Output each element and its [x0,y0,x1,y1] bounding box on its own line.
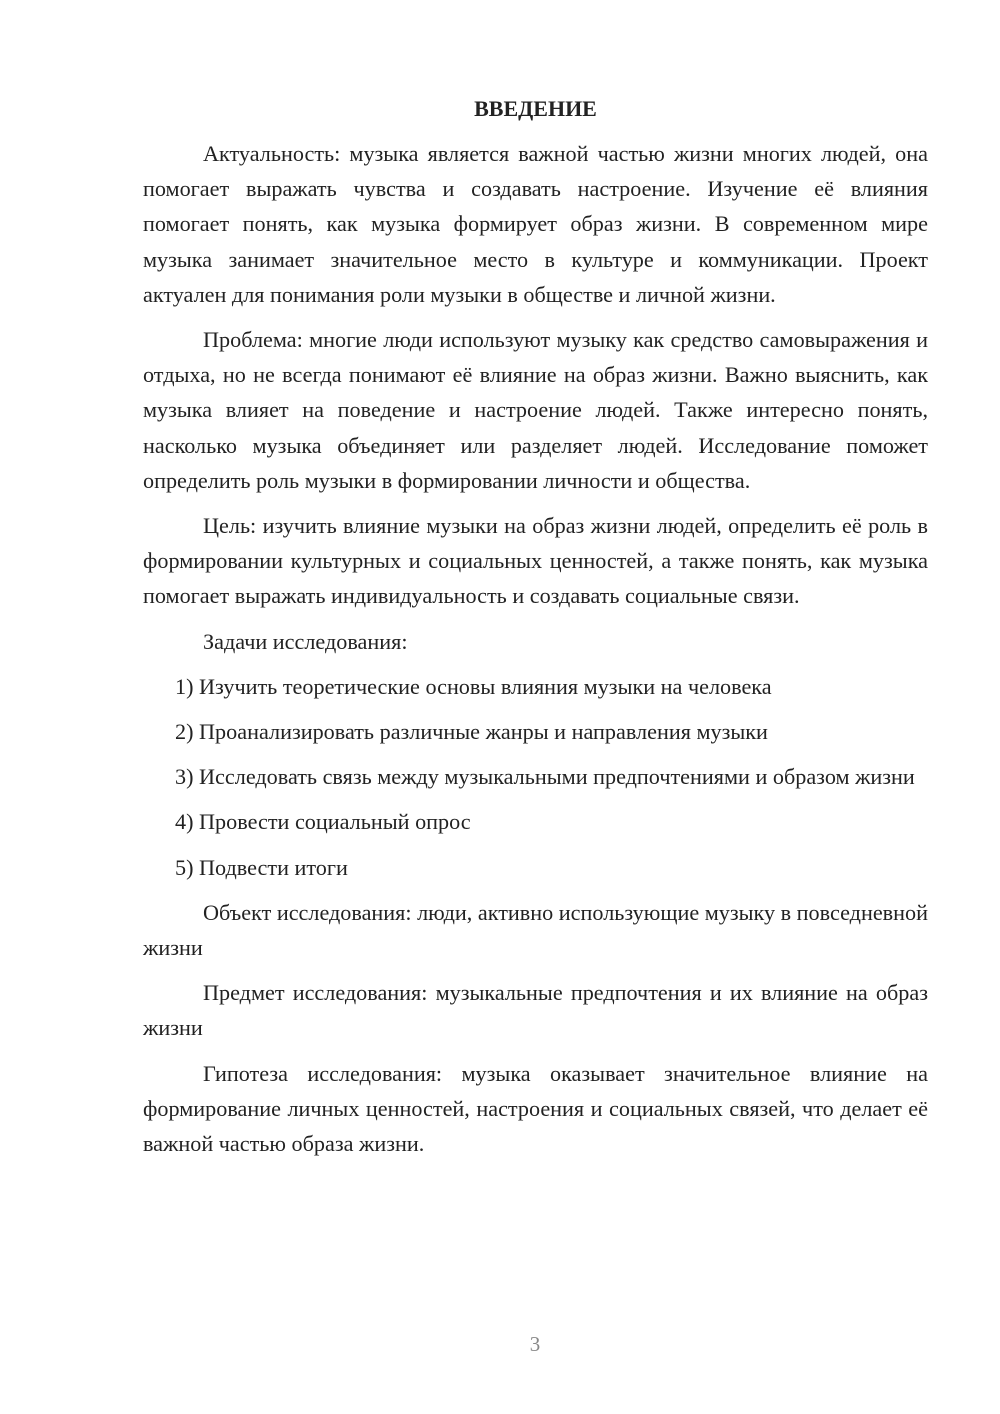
document-page [143,94,928,1171]
task-item-4: 4) Провести социальный опрос [175,809,471,835]
paragraph-relevance: Актуальность: музыка является важной частью жизни многих людей, она помогает выражать чувства и создавать настроение. Изучение её влияния помогает понять, как музыка формирует образ жизни. В современном мире музыка занимает значительное место в культуре и коммуникации. Проект актуален для понимания роли музыки в обществе и личной жизни. [143,141,928,307]
tasks-heading: Задачи исследования: [203,628,408,654]
paragraph-subject: Предмет исследования: музыкальные предпочтения и их влияние на образ жизни [143,980,928,1041]
section-title: ВВЕДЕНИЕ [474,96,597,121]
task-item-3: 3) Исследовать связь между музыкальными предпочтениями и образом жизни [175,764,915,790]
paragraph-object: Объект исследования: люди, активно использующие музыку в повседневной жизни [143,899,928,961]
page-number: 3 [529,1332,541,1356]
paragraph-hypothesis: Гипотеза исследования: музыка оказывает значительное влияние на формирование личных ценностей, настроения и социальных связей, что делает её важной частью образа жизни. [143,1060,928,1157]
task-item-5: 5) Подвести итоги [175,854,348,880]
paragraph-goal: Цель: изучить влияние музыки на образ жизни людей, определить её роль в формировании культурных и социальных ценностей, а также понять, как музыка помогает выражать индивидуальность и создавать социальные связи. [143,513,928,609]
task-item-1: 1) Изучить теоретические основы влияния музыки на человека [175,673,772,699]
paragraph-problem: Проблема: многие люди используют музыку как средство самовыражения и отдыха, но не всегда понимают её влияние на образ жизни. Важно выяснить, как музыка влияет на поведение и настроение людей. Также интересно понять, насколько музыка объединяет или разделяет людей. Исследование поможет определить роль музыки в формировании личности и общества. [143,327,928,493]
task-item-2: 2) Проанализировать различные жанры и направления музыки [175,719,768,745]
